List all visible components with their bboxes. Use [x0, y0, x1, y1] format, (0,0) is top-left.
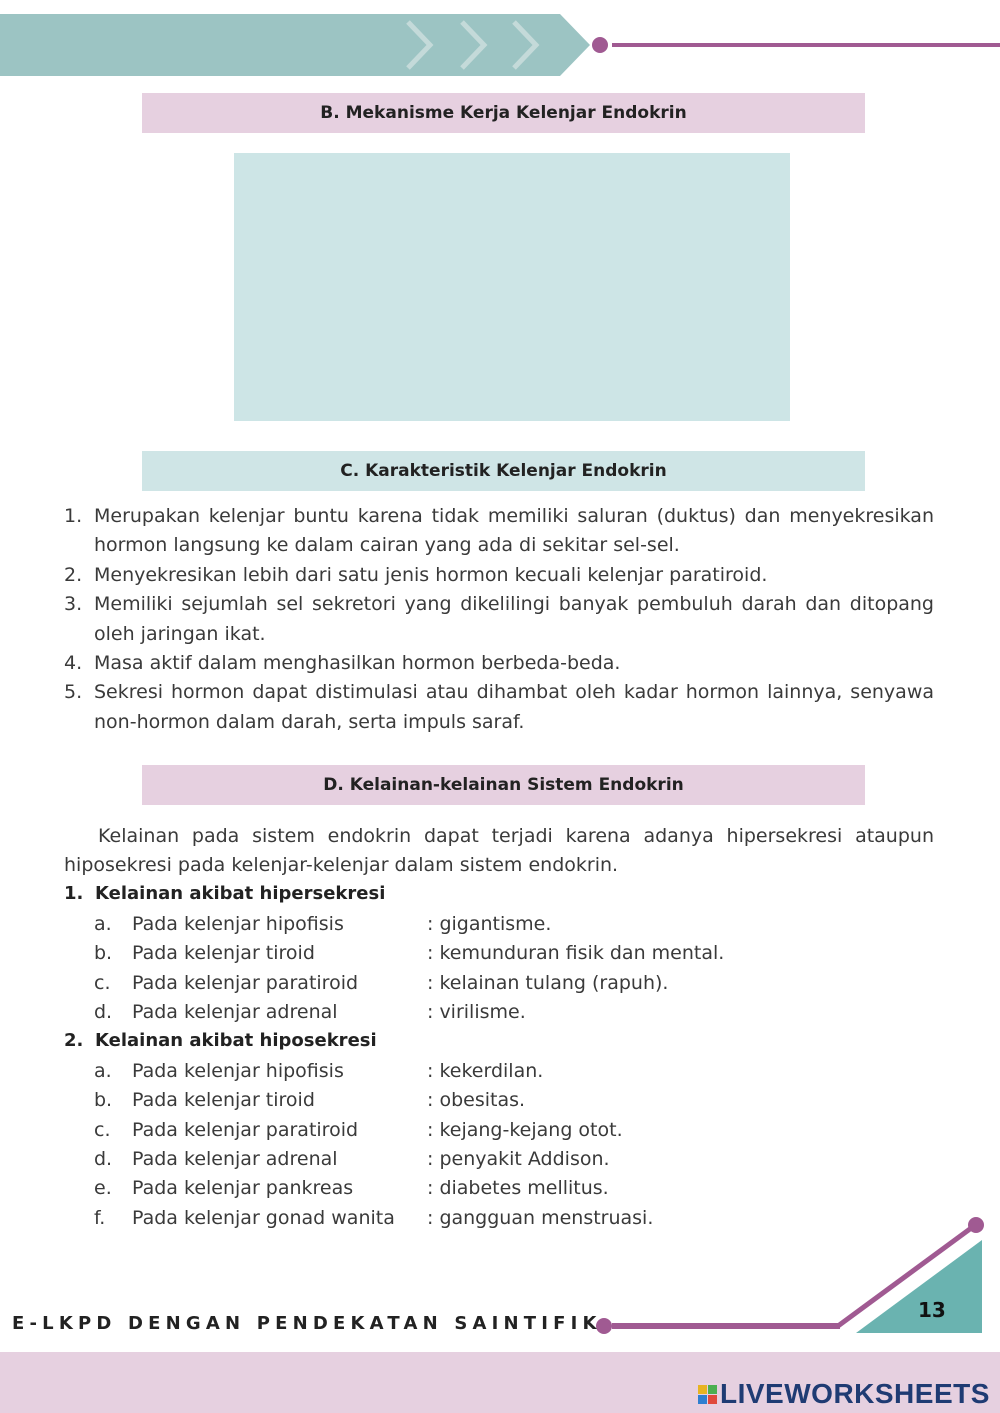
page-number: 13	[918, 1298, 946, 1322]
section-b-title: B. Mekanisme Kerja Kelenjar Endokrin	[142, 93, 865, 133]
list-item: 3. Memiliki sejumlah sel sekretori yang dikelilingi banyak pembuluh darah dan ditopang oleh jaringan ikat.	[64, 593, 934, 645]
section-d-title: D. Kelainan-kelainan Sistem Endokrin	[142, 765, 865, 805]
disorders-intro: Kelainan pada sistem endokrin dapat terjadi karena adanya hipersekresi ataupun hiposekresi pada kelenjar-kelenjar dalam sistem endokrin.	[64, 825, 934, 876]
list-item: d. Pada kelenjar adrenal : penyakit Addison.	[94, 1148, 610, 1170]
logo-icon	[698, 1385, 717, 1404]
list-item: c. Pada kelenjar paratiroid : kejang-kejang otot.	[94, 1119, 623, 1141]
list-item: b. Pada kelenjar tiroid : kemunduran fisik dan mental.	[94, 942, 725, 964]
footer-title: E-LKPD DENGAN PENDEKATAN SAINTIFIK	[12, 1313, 602, 1334]
list-item: a. Pada kelenjar hipofisis : gigantisme.	[94, 913, 552, 935]
list-item: f. Pada kelenjar gonad wanita : gangguan menstruasi.	[94, 1207, 654, 1229]
list-item: 1. Merupakan kelenjar buntu karena tidak memiliki saluran (duktus) dan menyekresikan hormon langsung ke dalam cairan yang ada di sekitar sel-sel.	[64, 505, 934, 557]
header-banner	[0, 0, 1000, 80]
dot-icon	[968, 1217, 984, 1233]
list-item: 4. Masa aktif dalam menghasilkan hormon berbeda-beda.	[64, 652, 621, 675]
list-item: 5. Sekresi hormon dapat distimulasi atau dihambat oleh kadar hormon lainnya, senyawa non-hormon dalam darah, serta impuls saraf.	[64, 681, 934, 733]
list-item: 2. Menyekresikan lebih dari satu jenis hormon kecuali kelenjar paratiroid.	[64, 563, 768, 586]
characteristics-list	[64, 502, 934, 737]
list-item: c. Pada kelenjar paratiroid : kelainan tulang (rapuh).	[94, 972, 669, 994]
section-c-title: C. Karakteristik Kelenjar Endokrin	[142, 451, 865, 491]
hypo-title: 2. Kelainan akibat hiposekresi	[64, 1030, 377, 1051]
dot-icon	[592, 37, 608, 53]
list-item: e. Pada kelenjar pankreas : diabetes mellitus.	[94, 1177, 609, 1199]
list-item: b. Pada kelenjar tiroid : obesitas.	[94, 1089, 526, 1111]
mechanism-image-placeholder	[234, 153, 790, 421]
brand-text: LIVEWORKSHEETS	[720, 1378, 990, 1409]
list-item: a. Pada kelenjar hipofisis : kekerdilan.	[94, 1060, 544, 1082]
list-item: d. Pada kelenjar adrenal : virilisme.	[94, 1001, 526, 1023]
hyper-title: 1. Kelainan akibat hipersekresi	[64, 883, 386, 904]
liveworksheets-logo[interactable]	[698, 1378, 990, 1410]
